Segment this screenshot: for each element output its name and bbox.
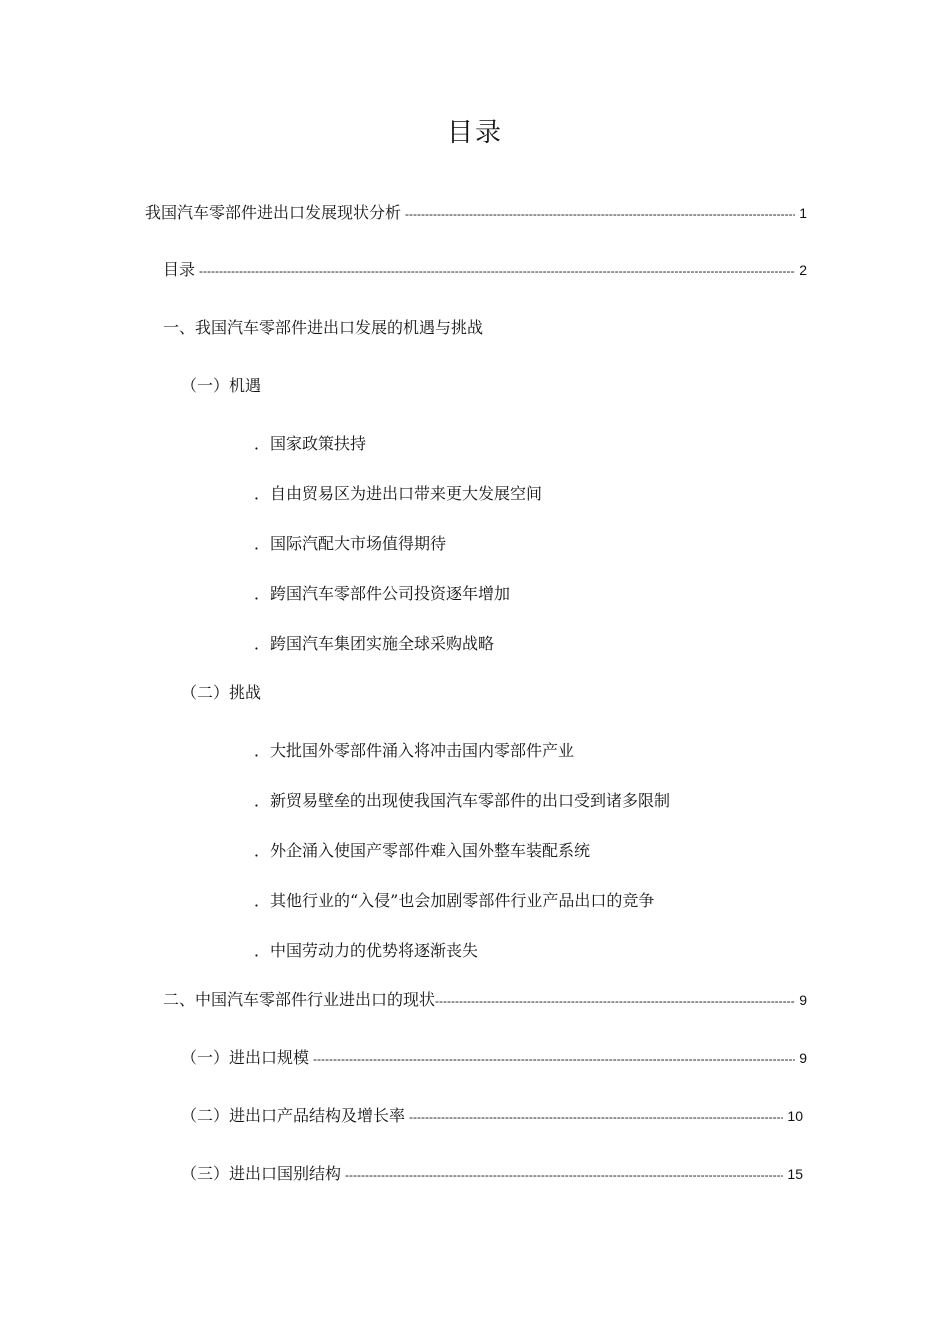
toc-entry-label: 我国汽车零部件进出口发展现状分析 [145, 203, 402, 222]
toc-item[interactable]: ．新贸易壁垒的出现使我国汽车零部件的出口受到诸多限制 [254, 791, 671, 810]
toc-page-number: 10 [787, 1108, 803, 1124]
toc-dot-leader [405, 207, 795, 221]
toc-section-2[interactable] [163, 987, 807, 1011]
toc-item[interactable]: ．自由贸易区为进出口带来更大发展空间 [254, 484, 543, 503]
toc-page-number: 9 [799, 1050, 807, 1066]
toc-dot-leader [435, 994, 795, 1008]
toc-item[interactable]: ．跨国汽车零部件公司投资逐年增加 [254, 584, 511, 603]
toc-item[interactable]: ．中国劳动力的优势将逐渐丧失 [254, 941, 479, 960]
toc-subsection[interactable] [181, 1161, 803, 1185]
toc-entry-contents[interactable] [163, 257, 807, 281]
toc-dot-leader [409, 1110, 783, 1124]
toc-item[interactable]: ．大批国外零部件涌入将冲击国内零部件产业 [254, 741, 575, 760]
toc-dot-leader [199, 264, 795, 278]
toc-item[interactable]: ．外企涌入使国产零部件难入国外整车装配系统 [254, 841, 591, 860]
toc-page-number: 9 [799, 992, 807, 1008]
toc-page-number: 2 [799, 262, 807, 278]
toc-section-1[interactable]: 一、我国汽车零部件进出口发展的机遇与挑战 [163, 318, 484, 337]
toc-dot-leader [313, 1052, 795, 1066]
page-title: 目录 [446, 118, 503, 148]
toc-item[interactable]: ．跨国汽车集团实施全球采购战略 [254, 634, 495, 653]
toc-subsection[interactable] [181, 1103, 803, 1127]
toc-item[interactable]: ．国家政策扶持 [254, 434, 367, 453]
toc-item[interactable]: ．国际汽配大市场值得期待 [254, 534, 447, 553]
toc-entry-label: 二、中国汽车零部件行业进出口的现状 [163, 990, 436, 1009]
toc-item[interactable]: ．其他行业的“入侵”也会加剧零部件行业产品出口的竞争 [254, 891, 655, 910]
toc-subsection-opportunities[interactable]: （一）机遇 [181, 376, 262, 395]
toc-entry-main-heading[interactable] [145, 200, 807, 224]
toc-page-number: 1 [799, 205, 807, 221]
toc-entry-label: 目录 [163, 260, 196, 279]
toc-subsection-challenges[interactable]: （二）挑战 [181, 683, 262, 702]
toc-page-number: 15 [787, 1166, 803, 1182]
toc-entry-label: （三）进出口国别结构 [181, 1164, 342, 1183]
toc-entry-label: （二）进出口产品结构及增长率 [181, 1106, 406, 1125]
toc-entry-label: （一）进出口规模 [181, 1048, 310, 1067]
toc-subsection[interactable] [181, 1045, 807, 1069]
toc-dot-leader [345, 1168, 783, 1182]
